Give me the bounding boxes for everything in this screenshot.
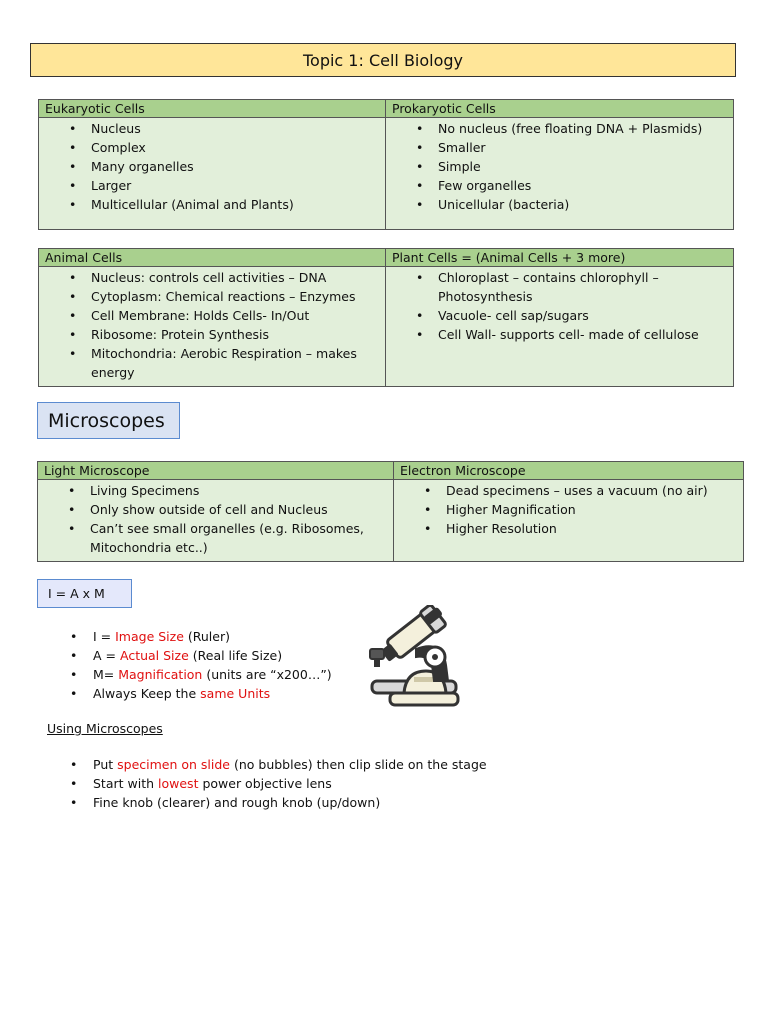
animal-plant-table	[38, 248, 734, 387]
animal-cells-header: Animal Cells	[39, 249, 386, 267]
list-item: • Put specimen on slide (no bubbles) then clip slide on the stage	[70, 755, 487, 774]
microscopes-table	[37, 461, 744, 562]
list-item: • Living Specimens	[90, 481, 387, 500]
list-item: • Fine knob (clearer) and rough knob (up/down)	[70, 793, 487, 812]
plant-cells-header: Plant Cells = (Animal Cells + 3 more)	[386, 249, 734, 267]
list-item: • Higher Resolution	[446, 519, 737, 538]
plant-cells-cell	[386, 267, 734, 387]
list-item: • No nucleus (free floating DNA + Plasmids)	[438, 119, 727, 138]
formula-box: I = A x M	[37, 579, 132, 608]
list-item: • Larger	[91, 176, 379, 195]
list-item: • I = Image Size (Ruler)	[70, 627, 332, 646]
prokaryotic-cell	[386, 118, 734, 230]
list-item: • Unicellular (bacteria)	[438, 195, 727, 214]
electron-microscope-header: Electron Microscope	[394, 462, 744, 480]
cell-types-table	[38, 99, 734, 230]
microscope-icon	[364, 605, 464, 711]
list-item: • Dead specimens – uses a vacuum (no air)	[446, 481, 737, 500]
list-item: • Smaller	[438, 138, 727, 157]
eukaryotic-cell	[39, 118, 386, 230]
list-item: • Ribosome: Protein Synthesis	[91, 325, 379, 344]
list-item: • Higher Magnification	[446, 500, 737, 519]
list-item: • Cytoplasm: Chemical reactions – Enzymes	[91, 287, 379, 306]
list-item: • Chloroplast – contains chlorophyll – Photosynthesis	[438, 268, 727, 306]
list-item: • Mitochondria: Aerobic Respiration – makes energy	[91, 344, 379, 382]
eukaryotic-header: Eukaryotic Cells	[39, 100, 386, 118]
list-item: • Few organelles	[438, 176, 727, 195]
prokaryotic-header: Prokaryotic Cells	[386, 100, 734, 118]
list-item: • Nucleus	[91, 119, 379, 138]
list-item: • Cell Wall- supports cell- made of cellulose	[438, 325, 727, 344]
electron-microscope-cell	[394, 480, 744, 562]
section-heading-microscopes: Microscopes	[37, 402, 180, 439]
using-microscopes-heading: Using Microscopes	[47, 721, 163, 736]
light-microscope-header: Light Microscope	[38, 462, 394, 480]
list-item: • M= Magnification (units are “x200…”)	[70, 665, 332, 684]
list-item: • Can’t see small organelles (e.g. Ribosomes, Mitochondria etc..)	[90, 519, 387, 557]
formula-list	[70, 627, 332, 703]
list-item: • Nucleus: controls cell activities – DNA	[91, 268, 379, 287]
light-microscope-cell	[38, 480, 394, 562]
list-item: • Multicellular (Animal and Plants)	[91, 195, 379, 214]
list-item: • Simple	[438, 157, 727, 176]
page-title: Topic 1: Cell Biology	[30, 43, 736, 77]
list-item: • Complex	[91, 138, 379, 157]
list-item: • Cell Membrane: Holds Cells- In/Out	[91, 306, 379, 325]
list-item: • Always Keep the same Units	[70, 684, 332, 703]
using-microscopes-list	[70, 755, 487, 812]
list-item: • Many organelles	[91, 157, 379, 176]
list-item: • Only show outside of cell and Nucleus	[90, 500, 387, 519]
list-item: • Vacuole- cell sap/sugars	[438, 306, 727, 325]
animal-cells-cell	[39, 267, 386, 387]
list-item: • A = Actual Size (Real life Size)	[70, 646, 332, 665]
list-item: • Start with lowest power objective lens	[70, 774, 487, 793]
